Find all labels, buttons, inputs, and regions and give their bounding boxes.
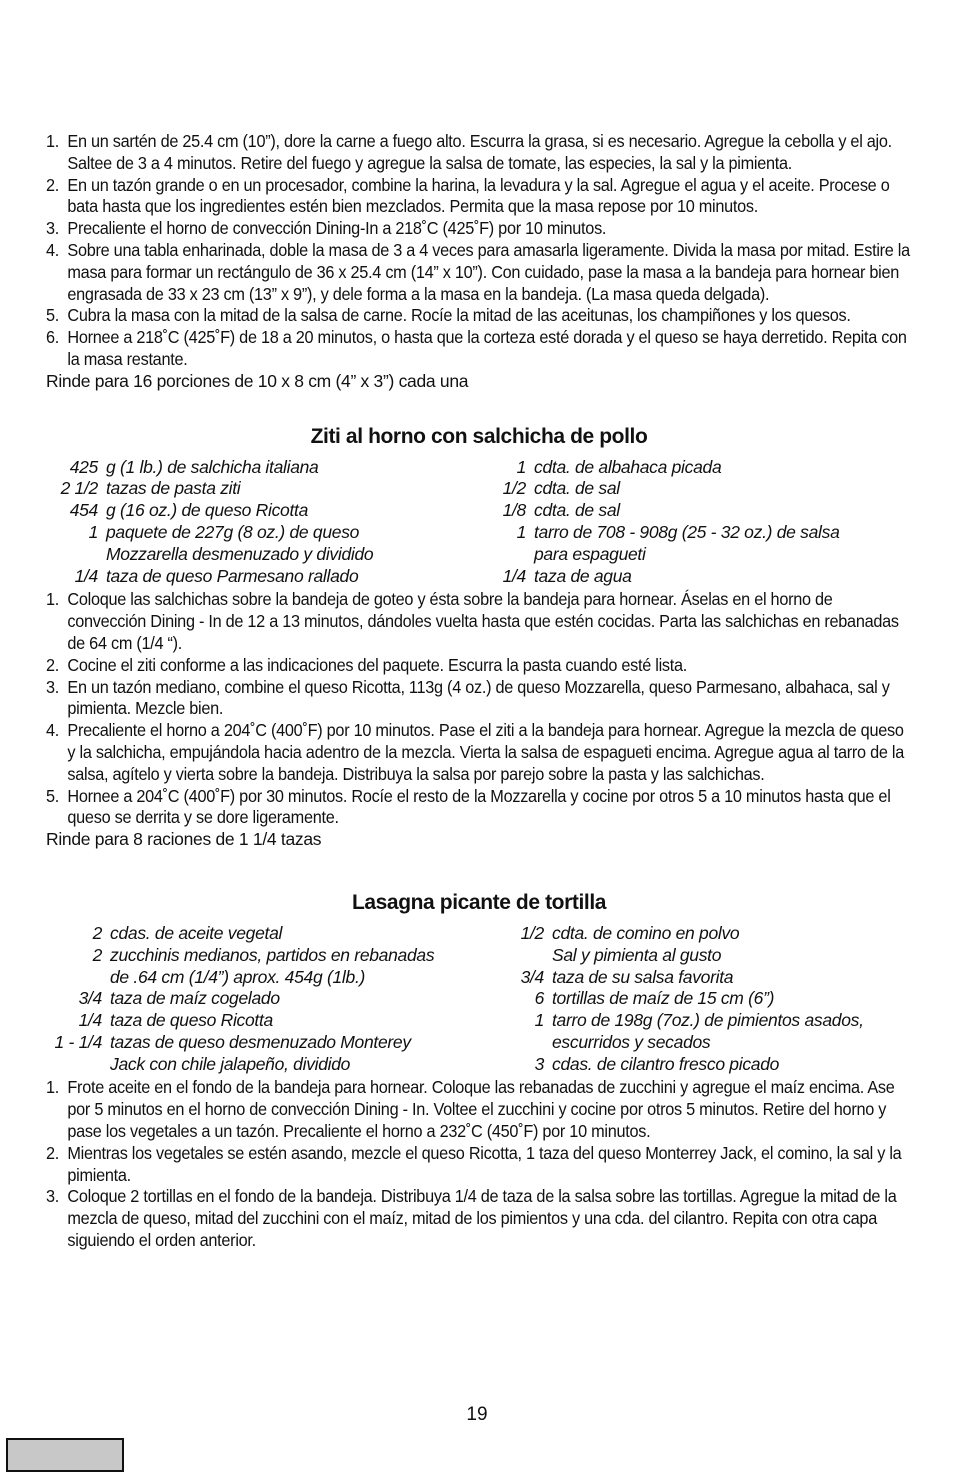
- ingredient-text: zucchinis medianos, partidos en rebanadas: [110, 944, 435, 965]
- step-number: 5.: [46, 305, 60, 326]
- step-item: [46, 1077, 913, 1142]
- recipe1-ingredients-left: [46, 457, 486, 588]
- ingredient-row: [46, 457, 486, 479]
- ingredient-qty: 1/4: [74, 565, 98, 586]
- step-number: 2.: [46, 654, 60, 675]
- step-text: Coloque 2 tortillas en el fondo de la bandeja. Distribuya 1/4 de taza de la salsa sobre las tortillas. Agregue la mitad de la mezcla de queso, mitad del zucchini con el maíz, mitad de los pimientos y una cda. del cilantro. Repita con otra capa siguiendo el orden anterior.: [67, 1186, 897, 1251]
- ingredient-text: Mozzarella desmenuzado y dividido: [106, 543, 374, 564]
- step-text: Precaliente el horno de convección Dining-In a 218˚C (425˚F) por 10 minutos.: [67, 218, 607, 239]
- ingredient-qty: [511, 1032, 544, 1054]
- ingredient-row: [46, 500, 486, 522]
- ingredient-text: Sal y pimienta al gusto: [552, 944, 722, 965]
- ingredient-qty: [511, 945, 544, 967]
- ingredient-qty: 3/4: [520, 966, 544, 987]
- ingredient-text: cdas. de aceite vegetal: [110, 922, 283, 943]
- ingredient-row: [511, 967, 864, 989]
- corner-tab-box: [6, 1438, 124, 1472]
- ingredient-row: [46, 967, 501, 989]
- ingredient-qty: 3: [534, 1053, 544, 1074]
- step-item: [46, 1143, 913, 1187]
- ingredient-row: [46, 1032, 501, 1054]
- ingredient-qty: [46, 544, 98, 566]
- recipe1-steps-list: [46, 589, 913, 829]
- recipe1-ingredients: [46, 457, 912, 588]
- ingredient-row: [46, 923, 501, 945]
- step-text: Precaliente el horno a 204˚C (400˚F) por 10 minutos. Pase el ziti a la bandeja para hornear. Agregue la mezcla de queso y la salchicha, empujándola hacia adentro de la mezcla. Vierta la salsa de espagueti encima. Agregue agua al tarro de la salsa, agítelo y vierta sobre la bandeja. Distribuya la salsa por parejo sobre la pasta y las salchichas.: [67, 720, 904, 784]
- ingredient-text: para espagueti: [534, 543, 646, 564]
- page-number: 19: [466, 1404, 488, 1425]
- step-number: 6.: [46, 327, 60, 348]
- ingredient-row: [496, 500, 840, 522]
- step-number: 3.: [46, 1186, 60, 1207]
- ingredient-qty: 1/4: [78, 1010, 102, 1031]
- ingredient-qty: 454: [69, 500, 98, 521]
- ingredient-qty: 1/8: [502, 500, 526, 521]
- ingredient-text: tazas de pasta ziti: [106, 478, 241, 499]
- ingredient-row: [511, 1032, 864, 1054]
- step-item: [46, 305, 913, 327]
- ingredient-text: cdta. de sal: [534, 478, 620, 499]
- ingredient-qty: 425: [69, 456, 98, 477]
- recipe2-steps-list: [46, 1077, 913, 1251]
- ingredient-qty: 2 1/2: [60, 478, 98, 499]
- step-text: Coloque las salchichas sobre la bandeja de goteo y ésta sobre la bandeja para hornear. Áselas en el horno de convección Dining - In de 12 a 13 minutos, dándoles vuelta hasta que estén cocidas. Parta las salchichas en rebanadas de 64 cm (1/4 “).: [67, 589, 899, 653]
- ingredient-row: [46, 988, 501, 1010]
- ingredient-text: g (1 lb.) de salchicha italiana: [106, 456, 319, 477]
- recipe1-ingredients-right: [496, 457, 840, 588]
- ingredient-qty: 2: [92, 944, 102, 965]
- ingredient-row: [46, 1010, 501, 1032]
- ingredient-row: [496, 478, 840, 500]
- ingredient-row: [496, 522, 840, 544]
- step-number: 3.: [46, 676, 60, 697]
- step-item: [46, 218, 913, 240]
- ingredient-text: tarro de 198g (7oz.) de pimientos asados,: [552, 1010, 864, 1031]
- ingredient-text: g (16 oz.) de queso Ricotta: [106, 500, 309, 521]
- ingredient-qty: 1: [516, 521, 526, 542]
- ingredient-text: taza de queso Ricotta: [110, 1010, 273, 1031]
- ingredient-row: [496, 544, 840, 566]
- step-number: 4.: [46, 239, 60, 260]
- recipe1-yield: Rinde para 8 raciones de 1 1/4 tazas: [46, 829, 322, 850]
- ingredient-qty: 1: [88, 521, 98, 542]
- step-number: 5.: [46, 785, 60, 806]
- ingredient-qty: 1/2: [520, 922, 544, 943]
- ingredient-row: [46, 566, 486, 588]
- step-item: [46, 786, 913, 830]
- ingredient-row: [511, 988, 864, 1010]
- step-number: 1.: [46, 131, 60, 151]
- ingredient-text: taza de agua: [534, 565, 632, 586]
- step-number: 2.: [46, 174, 60, 195]
- ingredient-row: [46, 478, 486, 500]
- ingredient-row: [496, 457, 840, 479]
- ingredient-row: [46, 945, 501, 967]
- step-text: Hornee a 218˚C (425˚F) de 18 a 20 minutos, o hasta que la corteza esté dorada y el queso se haya derretido. Repita con la masa restante.: [67, 327, 907, 369]
- ingredient-text: taza de maíz cogelado: [110, 988, 280, 1009]
- step-number: 1.: [46, 589, 60, 610]
- ingredient-text: tazas de queso desmenuzado Monterey: [110, 1031, 411, 1052]
- ingredient-row: [46, 544, 486, 566]
- ingredient-row: [496, 566, 840, 588]
- ingredient-text: cdas. de cilantro fresco picado: [552, 1053, 780, 1074]
- ingredient-qty: 3/4: [78, 988, 102, 1009]
- ingredient-row: [511, 1010, 864, 1032]
- recipe2-ingredients-left: [46, 923, 501, 1076]
- step-text: En un sartén de 25.4 cm (10”), dore la carne a fuego alto. Escurra la grasa, si es necesario. Agregue la cebolla y el ajo. Saltee de 3 a 4 minutos. Retire del fuego y agregue la salsa de tomate, las especies, la sal y la pimienta.: [67, 131, 892, 173]
- ingredient-qty: 1: [534, 1010, 544, 1031]
- ingredient-text: escurridos y secados: [552, 1031, 711, 1052]
- ingredient-text: cdta. de comino en polvo: [552, 922, 740, 943]
- ingredient-qty: 2: [92, 922, 102, 943]
- step-item: [46, 1186, 913, 1251]
- step-text: Mientras los vegetales se estén asando, mezcle el queso Ricotta, 1 taza del queso Monterrey Jack, el comino, la sal y la pimienta.: [67, 1142, 902, 1185]
- step-item: [46, 131, 913, 175]
- step-text: Cocine el ziti conforme a las indicaciones del paquete. Escurra la pasta cuando esté lista.: [67, 654, 688, 675]
- step-item: [46, 720, 913, 785]
- step-number: 2.: [46, 1142, 60, 1163]
- step-number: 3.: [46, 218, 60, 239]
- recipe2-ingredients: [46, 923, 912, 1076]
- recipe-page: [46, 131, 912, 1252]
- step-text: Frote aceite en el fondo de la bandeja para hornear. Coloque las rebanadas de zucchini y agregue el maíz encima. Ase por 5 minutos en el horno de convección Dining - In. Voltee el zucchini y cocine por otros 5 minutos. Retire del horno y pase los vegetales a un tazón. Precaliente el horno a 232˚C (450˚F) por 10 minutos.: [67, 1077, 895, 1142]
- ingredient-qty: 1 - 1/4: [54, 1031, 102, 1052]
- ingredient-qty: 1/4: [502, 565, 526, 586]
- ingredient-text: Jack con chile jalapeño, dividido: [110, 1053, 351, 1074]
- ingredient-qty: [46, 967, 102, 989]
- step-text: Hornee a 204˚C (400˚F) por 30 minutos. Rocíe el resto de la Mozzarella y cocine por otros 5 a 10 minutos hasta que el queso se derrita y se dore ligeramente.: [67, 785, 891, 828]
- ingredient-qty: 1: [516, 456, 526, 477]
- ingredient-qty: 1/2: [502, 478, 526, 499]
- step-text: En un tazón grande o en un procesador, combine la harina, la levadura y la sal. Agregue el agua y el aceite. Procese o bata hasta que los ingredientes estén bien mezclados. Permita que la masa repose por 10 minutos.: [67, 174, 890, 217]
- ingredient-text: tortillas de maíz de 15 cm (6”): [552, 988, 775, 1009]
- ingredient-row: [511, 923, 864, 945]
- intro-yield: Rinde para 16 porciones de 10 x 8 cm (4” x 3”) cada una: [46, 370, 469, 391]
- recipe2-ingredients-right: [511, 923, 864, 1076]
- step-text: En un tazón mediano, combine el queso Ricotta, 113g (4 oz.) de queso Mozzarella, queso Parmesano, albahaca, sal y pimienta. Mezcle bien.: [67, 676, 890, 719]
- ingredient-text: de .64 cm (1/4”) aprox. 454g (1lb.): [110, 966, 366, 987]
- ingredient-row: [511, 945, 864, 967]
- step-item: [46, 327, 913, 371]
- ingredient-text: taza de queso Parmesano rallado: [106, 565, 359, 586]
- ingredient-text: tarro de 708 - 908g (25 - 32 oz.) de salsa: [534, 521, 840, 542]
- recipe2-title: Lasagna picante de tortilla: [351, 890, 607, 914]
- ingredient-text: paquete de 227g (8 oz.) de queso: [106, 521, 360, 542]
- step-item: [46, 240, 913, 305]
- ingredient-qty: [46, 1054, 102, 1076]
- ingredient-text: cdta. de albahaca picada: [534, 456, 722, 477]
- step-item: [46, 677, 913, 721]
- intro-steps-list: [46, 131, 913, 371]
- step-text: Sobre una tabla enharinada, doble la masa de 3 a 4 veces para amasarla ligeramente. Divida la masa por mitad. Estire la masa para formar un rectángulo de 36 x 25.4 cm (14” x 10”). Con cuidado, pase la masa a la bandeja para hornear bien engrasada de 33 x 23 cm (13” x 9”), y dele forma a la masa en la bandeja. (La masa queda delgada).: [67, 239, 910, 304]
- ingredient-qty: [496, 544, 526, 566]
- ingredient-text: cdta. de sal: [534, 500, 620, 521]
- ingredient-row: [511, 1054, 864, 1076]
- ingredient-row: [46, 1054, 501, 1076]
- step-item: [46, 175, 913, 219]
- step-number: 4.: [46, 720, 60, 741]
- step-number: 1.: [46, 1077, 60, 1098]
- recipe1-title: Ziti al horno con salchicha de pollo: [310, 424, 648, 448]
- step-text: Cubra la masa con la mitad de la salsa de carne. Rocíe la mitad de las aceitunas, los champiñones y los quesos.: [67, 305, 851, 326]
- step-item: [46, 589, 913, 654]
- ingredient-text: taza de su salsa favorita: [552, 966, 734, 987]
- ingredient-row: [46, 522, 486, 544]
- step-item: [46, 655, 913, 677]
- ingredient-qty: 6: [534, 988, 544, 1009]
